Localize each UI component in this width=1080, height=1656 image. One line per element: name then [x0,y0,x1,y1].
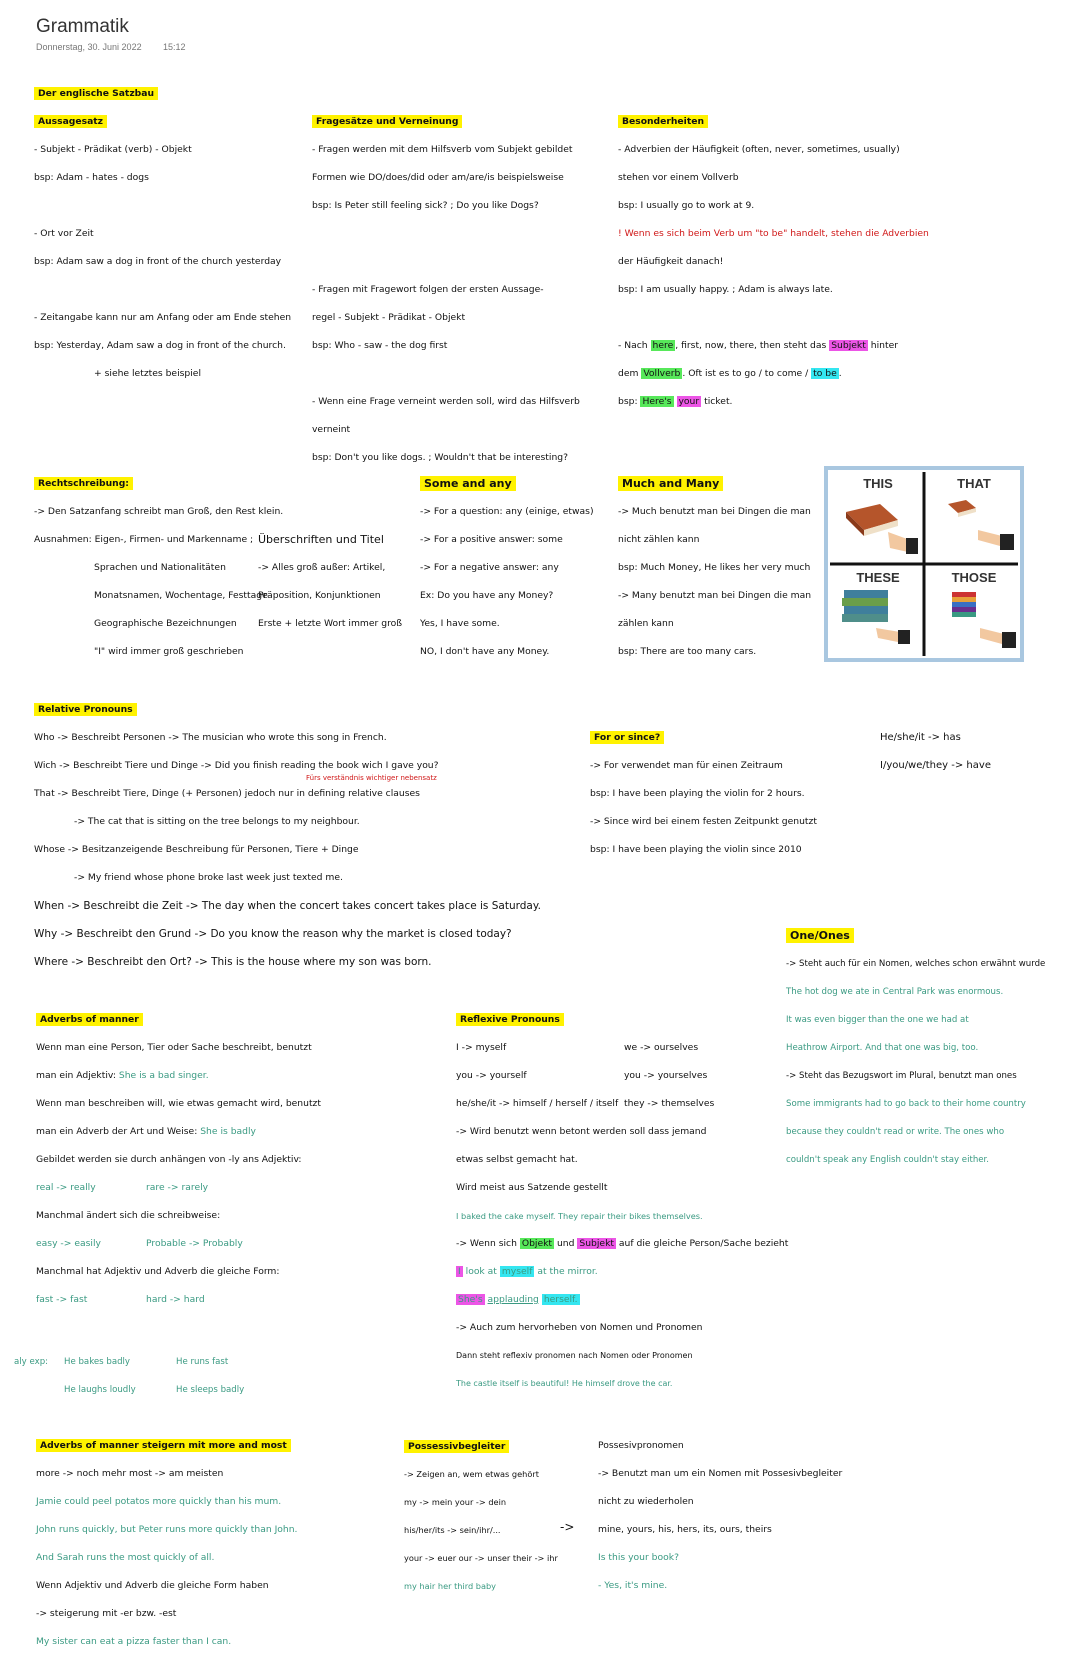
text-line: mine, yours, his, hers, its, ours, theirs [598,1524,772,1535]
some-any-block [420,470,594,666]
text-line: -> steigerung mit -er bzw. -est [36,1608,177,1619]
reflexive-block [456,1006,788,1398]
text-line: -> My friend whose phone broke last week just texted me. [74,872,343,883]
text-line: easy -> easily Probable -> Probably [36,1238,243,1249]
text-line: -> For a negative answer: any [420,562,559,573]
text-line: Ausnahmen: Eigen-, Firmen- und Markenname ; [34,534,254,545]
books-stack-icon [952,592,1016,648]
text-line: regel - Subjekt - Prädikat - Objekt [312,312,466,323]
satzbau-section [34,80,158,108]
text-line: Wenn Adjektiv und Adverb die gleiche Form haben [36,1580,269,1591]
text-line: because they couldn't read or write. The ones who [786,1127,1005,1137]
bsp-line: bsp: Here's your ticket. [618,396,733,407]
possessivpronomen-heading: Possesivpronomen [598,1440,684,1451]
text-line: Yes, I have some. [420,618,500,629]
reflexive-heading: Reflexive Pronouns [456,1013,564,1026]
relative-heading: Relative Pronouns [34,703,137,716]
highlight-heres: Here's [642,396,672,407]
text-line: man ein Adjektiv: She is a bad singer. [36,1070,209,1081]
much-many-heading: Much and Many [618,476,723,491]
text-line: my -> mein your -> dein [404,1497,507,1507]
text-line: der Häufigkeit danach! [618,256,724,267]
text-line: - Fragen werden mit dem Hilfsverb vom Subjekt gebildet [312,144,573,155]
books-stack-icon [842,590,910,644]
for-since-block [590,724,817,864]
label-that: THAT [957,476,991,491]
label-those: THOSE [951,570,997,585]
text-line: -> Many benutzt man bei Dingen die man [618,590,812,601]
satzbau-title: Der englische Satzbau [34,87,158,100]
highlight-tobe: to be [813,368,837,379]
text-line [34,276,291,304]
text-line: bsp: There are too many cars. [618,646,757,657]
arrow-icon: -> [560,1520,575,1534]
text-line: Jamie could peel potatos more quickly than his mum. [36,1496,282,1507]
text-line: etwas selbst gemacht hat. [456,1154,578,1165]
rechtschreibung-heading: Rechtschreibung: [34,477,133,490]
nach-line: - Nach here , first, now, there, then steht das Subjekt hinter [618,340,898,351]
possessivbegleiter-block [404,1432,558,1600]
text-line: bsp: Much Money, He likes her very much [618,562,811,573]
wenn-line: -> Wenn sich Objekt und Subjekt auf die gleiche Person/Sache bezieht [456,1238,789,1249]
text-line: -> For a question: any (einige, etwas) [420,506,594,517]
text-line: his/her/its -> sein/ihr/... [404,1525,501,1535]
text-line: Wenn man eine Person, Tier oder Sache beschreibt, benutzt [36,1042,312,1053]
text-line: -> For a positive answer: some [420,534,563,545]
text-line: aly exp: He bakes badly He runs fast [14,1357,229,1367]
text-line [312,220,580,248]
text-line: - Wenn eine Frage verneint werden soll, wird das Hilfsverb [312,396,580,407]
aussagesatz-block [34,108,291,388]
text-line: Why -> Beschreibt den Grund -> Do you know the reason why the market is closed today? [34,928,512,940]
page-date: Donnerstag, 30. Juni 2022 [36,42,142,52]
besonderheiten-heading: Besonderheiten [618,115,708,128]
text-line: I -> myself we -> ourselves [456,1042,699,1053]
relative-pronouns-block [34,696,541,976]
text-line: -> Steht auch für ein Nomen, welches schon erwähnt wurde [786,959,1046,969]
text-line: bsp: Is Peter still feeling sick? ; Do you like Dogs? [312,200,539,211]
text-line: -> Alles groß außer: Artikel, [258,562,386,573]
aussagesatz-heading: Aussagesatz [34,115,107,128]
text-line: - Adverbien der Häufigkeit (often, never, sometimes, usually) [618,144,900,155]
relative-note: Fürs verständnis wichtiger nebensatz [306,774,437,782]
text-line: Whose -> Besitzanzeigende Beschreibung für Personen, Tiere + Dinge [34,844,359,855]
text-line: -> For verwendet man für einen Zeitraum [590,760,783,771]
text-line: Where -> Beschreibt den Ort? -> This is the house where my son was born. [34,956,432,968]
text-line: more -> noch mehr most -> am meisten [36,1468,224,1479]
text-line: ! Wenn es sich beim Verb um "to be" handelt, stehen die Adverbien [618,228,929,239]
text-line: Some immigrants had to go back to their home country [786,1099,1026,1109]
text-line: It was even bigger than the one we had at [786,1015,969,1025]
text-line: NO, I don't have any Money. [420,646,550,657]
text-line: verneint [312,424,351,435]
fragesaetze-heading: Fragesätze und Verneinung [312,115,462,128]
text-line: "I" wird immer groß geschrieben [94,646,244,657]
text-line: -> Wird benutzt wenn betont werden soll dass jemand [456,1126,707,1137]
text-line: -> Zeigen an, wem etwas gehört [404,1469,539,1479]
label-these: THESE [856,570,900,585]
text-line: he/she/it -> himself / herself / itself they -> themselves [456,1098,715,1109]
text-line: bsp: I am usually happy. ; Adam is always late. [618,284,833,295]
text-line: stehen vor einem Vollverb [618,172,739,183]
much-many-block [618,470,811,666]
text-line: Überschriften und Titel [258,533,384,546]
text-line: - Ort vor Zeit [34,228,94,239]
text-line: Präposition, Konjunktionen [258,590,381,601]
text-line [312,248,580,276]
text-line: -> The cat that is sitting on the tree belongs to my neighbour. [74,816,360,827]
text-line: When -> Beschreibt die Zeit -> The day when the concert takes concert takes place is Saturday. [34,900,541,912]
text-line: - Zeitangabe kann nur am Anfang oder am Ende stehen [34,312,292,323]
text-line: bsp: Yesterday, Adam saw a dog in front of the church. [34,340,286,351]
text-line: my hair her third baby [404,1581,497,1591]
text-line: bsp: Adam saw a dog in front of the church yesterday [34,256,282,267]
text-line: Gebildet werden sie durch anhängen von -ly ans Adjektiv: [36,1154,302,1165]
text-line: your -> euer our -> unser their -> ihr [404,1553,558,1563]
text-line: He laughs loudly He sleeps badly [64,1385,245,1395]
text-line: bsp: Don't you like dogs. ; Wouldn't that be interesting? [312,452,568,463]
some-any-heading: Some and any [420,476,516,491]
text-line: bsp: I have been playing the violin since 2010 [590,844,802,855]
page-title: Grammatik [36,16,129,37]
text-line: bsp: I usually go to work at 9. [618,200,755,211]
for-since-heading: For or since? [590,731,664,744]
text-line: Manchmal hat Adjektiv und Adverb die gleiche Form: [36,1266,280,1277]
text-line [34,192,291,220]
text-line: Heathrow Airport. And that one was big, too. [786,1043,979,1053]
text-line: That -> Beschreibt Tiere, Dinge (+ Personen) jedoch nur in defining relative clauses [34,788,420,799]
label-this: THIS [863,476,893,491]
text-line: nicht zu wiederholen [598,1496,694,1507]
text-line: - Yes, it's mine. [598,1580,668,1591]
dem-line: dem Vollverb . Oft ist es to go / to come / to be . [618,368,842,379]
highlight-vollverb: Vollverb [643,368,681,379]
adverbs-steigern-block [36,1432,297,1656]
text-line: fast -> fast hard -> hard [36,1294,205,1305]
text-line: The hot dog we ate in Central Park was enormous. [786,987,1004,997]
book-icon [948,500,1014,550]
book-icon [846,504,918,554]
text-line: real -> really rare -> rarely [36,1182,209,1193]
text-line: He/she/it -> has [880,732,961,743]
demonstratives-image [824,466,1024,662]
text-line: - Subjekt - Prädikat (verb) - Objekt [34,144,192,155]
text-line: I baked the cake myself. They repair their bikes themselves. [456,1211,703,1221]
text-line: man ein Adverb der Art und Weise: She is badly [36,1126,256,1137]
text-line [618,304,929,332]
example-line: She's applauding herself. [458,1294,578,1305]
highlight-subjekt: Subjekt [831,340,866,351]
text-line: nicht zählen kann [618,534,700,545]
text-line: Wenn man beschreiben will, wie etwas gemacht wird, benutzt [36,1098,321,1109]
text-line: bsp: Adam - hates - dogs [34,172,149,183]
text-line: -> Benutzt man um ein Nomen mit Possesivbegleiter [598,1468,843,1479]
text-line: Wich -> Beschreibt Tiere und Dinge -> Did you finish reading the book wich I gave you? [34,760,439,771]
text-line: - Fragen mit Fragewort folgen der ersten Aussage- [312,284,544,295]
text-line: -> Auch zum hervorheben von Nomen und Pronomen [456,1322,703,1333]
demonstratives-grid [828,470,1020,658]
text-line: bsp: Who - saw - the dog first [312,340,448,351]
possessivbegleiter-heading: Possessivbegleiter [404,1440,509,1453]
text-line: couldn't speak any English couldn't stay either. [786,1155,990,1165]
text-line: Monatsnamen, Wochentage, Festtage [94,590,268,601]
fragesaetze-block [312,108,580,472]
text-line: -> Since wird bei einem festen Zeitpunkt genutzt [590,816,817,827]
text-line: -> Much benutzt man bei Dingen die man [618,506,811,517]
example-line: I look at myself at the mirror. [458,1266,598,1277]
text-line: Dann steht reflexiv pronomen nach Nomen oder Pronomen [456,1351,693,1360]
page-time: 15:12 [163,42,186,52]
text-line: you -> yourself you -> yourselves [456,1070,708,1081]
one-ones-block [786,922,1045,1174]
highlight-here: here [652,340,674,351]
text-line: Sprachen und Nationalitäten [94,562,226,573]
text-line: Ex: Do you have any Money? [420,590,554,601]
adverbs-steigern-heading: Adverbs of manner steigern mit more and most [36,1439,291,1452]
text-line: The castle itself is beautiful! He himself drove the car. [456,1379,673,1388]
highlight-your: your [678,396,700,407]
text-line: bsp: I have been playing the violin for 2 hours. [590,788,805,799]
text-line: Is this your book? [598,1552,679,1563]
has-have-block [880,724,991,780]
text-line: -> Den Satzanfang schreibt man Groß, den Rest klein. [34,506,284,517]
text-line: Wird meist aus Satzende gestellt [456,1182,608,1193]
one-ones-heading: One/Ones [786,928,854,943]
adverbs-examples [14,1348,244,1404]
besonderheiten-block [618,108,929,416]
rechtschreibung-block [34,470,283,666]
text-line: Erste + letzte Wort immer groß [258,618,403,629]
adverbs-manner-heading: Adverbs of manner [36,1013,143,1026]
text-line: My sister can eat a pizza faster than I can. [36,1636,232,1647]
text-line: Geographische Bezeichnungen [94,618,237,629]
rechtschreibung-right [258,526,402,638]
text-line: John runs quickly, but Peter runs more quickly than John. [36,1524,298,1535]
text-line: And Sarah runs the most quickly of all. [36,1552,215,1563]
text-line: Formen wie DO/does/did oder am/are/is beispielsweise [312,172,564,183]
adverbs-manner-block [36,1006,321,1314]
text-line: I/you/we/they -> have [880,760,991,771]
text-line: Manchmal ändert sich die schreibweise: [36,1210,221,1221]
possessivpronomen-block [598,1432,842,1600]
text-line: zählen kann [618,618,674,629]
text-line: -> Steht das Bezugswort im Plural, benutzt man ones [786,1071,1017,1081]
text-line: + siehe letztes beispiel [94,368,202,379]
text-line [312,360,580,388]
text-line: Who -> Beschreibt Personen -> The musician who wrote this song in French. [34,732,387,743]
